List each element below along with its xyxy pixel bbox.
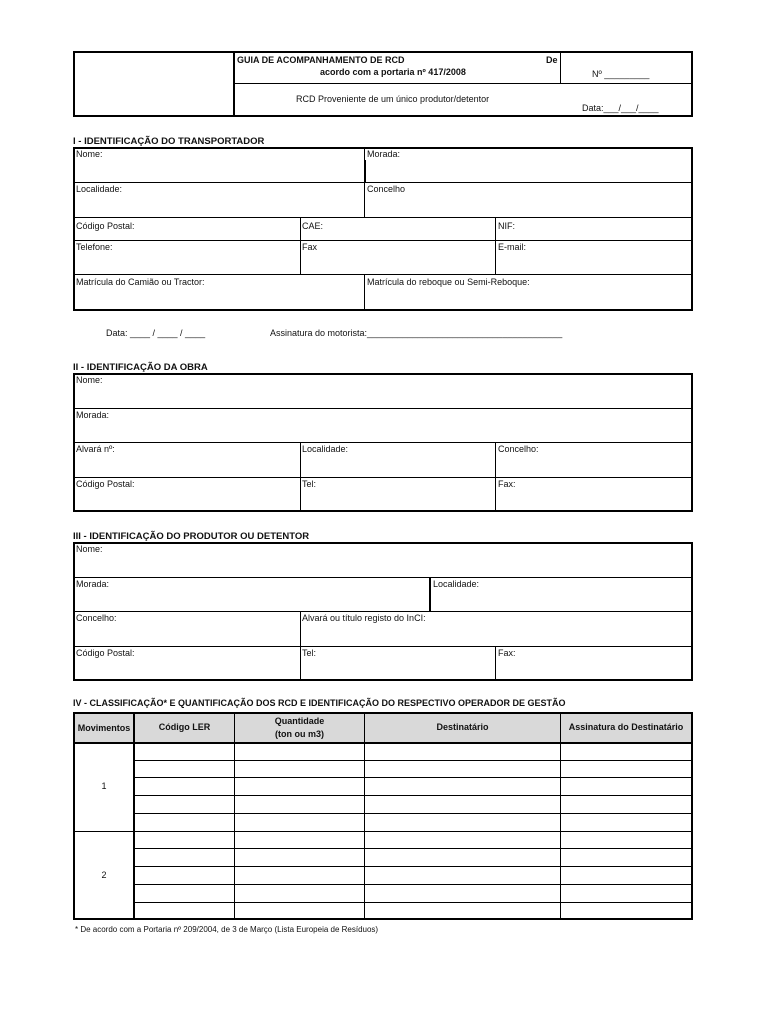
s1-matricula-camiao-label[interactable]: Matrícula do Camião ou Tractor:: [76, 277, 205, 287]
s2-hline-3: [73, 477, 693, 478]
s3-codigo-postal-label[interactable]: Código Postal:: [76, 648, 135, 658]
section-2-title: II - IDENTIFICAÇÃO DA OBRA: [73, 362, 208, 373]
s1-vline-a2: [364, 160, 366, 182]
s4-row-line-6: [135, 866, 691, 867]
s1-localidade-label[interactable]: Localidade:: [76, 184, 123, 194]
s1-email-label[interactable]: E-mail:: [498, 242, 527, 252]
s2-morada-label[interactable]: Morada:: [76, 410, 110, 420]
header-title-line2: acordo com a portaria nº 417/2008: [320, 67, 466, 77]
s1-date-field[interactable]: Data: ____ / ____ / ____: [106, 328, 206, 338]
s2-codigo-postal-label[interactable]: Código Postal:: [76, 479, 135, 489]
s3-hline-3: [73, 646, 693, 647]
s3-vline-b: [300, 611, 301, 681]
header-divider-h: [233, 83, 693, 84]
s3-hline-1: [73, 577, 693, 578]
col-codigo-ler-header: Código LER: [158, 722, 211, 732]
col-assinatura-header: Assinatura do Destinatário: [568, 722, 684, 732]
s4-row-line-8: [135, 902, 691, 903]
s1-telefone-label[interactable]: Telefone:: [76, 242, 113, 252]
s4-vline-2: [234, 712, 235, 920]
header-date-field[interactable]: Data:___/___/____: [582, 103, 659, 113]
s3-alvara-label[interactable]: Alvará ou título registo do InCI:: [302, 613, 426, 623]
section-3-title: III - IDENTIFICAÇÃO DO PRODUTOR OU DETENTOR: [73, 531, 310, 542]
s4-row-line-2: [135, 777, 691, 778]
s1-nif-label[interactable]: NIF:: [498, 221, 515, 231]
col-quantidade-header-1: Quantidade: [274, 716, 325, 726]
s2-alvara-label[interactable]: Alvará nº:: [76, 444, 115, 454]
s1-morada-label[interactable]: Morada:: [367, 149, 401, 159]
s4-row-line-7: [135, 884, 691, 885]
header-numero-field[interactable]: Nº _________: [592, 69, 650, 79]
s2-concelho-label[interactable]: Concelho:: [498, 444, 539, 454]
s3-fax-label[interactable]: Fax:: [498, 648, 516, 658]
s4-vline-3: [364, 712, 365, 920]
s1-vline-b: [300, 217, 301, 275]
s2-hline-1: [73, 408, 693, 409]
s2-fax-label[interactable]: Fax:: [498, 479, 516, 489]
s2-vline-a: [300, 442, 301, 512]
movement-1-label: 1: [101, 781, 107, 791]
s1-nome-label[interactable]: Nome:: [76, 149, 103, 159]
s2-hline-2: [73, 442, 693, 443]
s4-row-line-5: [135, 848, 691, 849]
s1-matricula-reboque-label[interactable]: Matrícula do reboque ou Semi-Reboque:: [367, 277, 530, 287]
s1-vline-a: [364, 147, 365, 218]
s3-nome-label[interactable]: Nome:: [76, 544, 103, 554]
s3-hline-2: [73, 611, 693, 612]
header-divider-v2: [560, 51, 561, 84]
s3-morada-label[interactable]: Morada:: [76, 579, 110, 589]
s3-vline-c: [495, 646, 496, 681]
header-title-line1: GUIA DE ACOMPANHAMENTO DE RCD: [237, 55, 405, 65]
s1-vline-d: [364, 274, 365, 311]
s3-concelho-label[interactable]: Concelho:: [76, 613, 117, 623]
s3-tel-label[interactable]: Tel:: [302, 648, 317, 658]
s4-vline-4: [560, 712, 561, 920]
s4-row-line-1: [135, 760, 691, 761]
footnote: * De acordo com a Portaria nº 209/2004, de 3 de Março (Lista Europeia de Resíduos): [75, 925, 379, 934]
s2-localidade-label[interactable]: Localidade:: [302, 444, 349, 454]
col-destinatario-header: Destinatário: [436, 722, 489, 732]
s4-row-line-3: [135, 795, 691, 796]
header-de: De: [546, 55, 558, 65]
s4-group-line: [73, 831, 693, 832]
col-movimentos-header: Movimentos: [77, 723, 131, 733]
s1-vline-c: [495, 217, 496, 275]
s1-signature-field[interactable]: Assinatura do motorista:_______________________________________: [270, 328, 563, 338]
s4-vline-1: [133, 712, 135, 920]
s1-hline-2: [73, 217, 693, 218]
s3-localidade-label[interactable]: Localidade:: [433, 579, 480, 589]
s2-tel-label[interactable]: Tel:: [302, 479, 317, 489]
s4-header-bottom: [73, 742, 693, 744]
header-divider-v: [233, 51, 235, 117]
s1-hline-4: [73, 274, 693, 275]
s2-vline-b: [495, 442, 496, 512]
s4-row-line-4: [135, 813, 691, 814]
header-subtitle: RCD Proveniente de um único produtor/detentor: [296, 94, 490, 104]
movement-2-label: 2: [101, 870, 107, 880]
s3-vline-a: [429, 577, 431, 612]
s1-hline-1: [73, 182, 693, 183]
s2-nome-label[interactable]: Nome:: [76, 375, 103, 385]
s1-codigo-postal-label[interactable]: Código Postal:: [76, 221, 135, 231]
col-quantidade-header-2: (ton ou m3): [275, 729, 324, 739]
s1-concelho-label[interactable]: Concelho: [367, 184, 406, 194]
section-4-title: IV - CLASSIFICAÇÃO* E QUANTIFICAÇÃO DOS RCD E IDENTIFICAÇÃO DO RESPECTIVO OPERADOR DE GESTÃO: [73, 698, 566, 708]
section-1-title: I - IDENTIFICAÇÃO DO TRANSPORTADOR: [73, 136, 265, 147]
s1-fax-label[interactable]: Fax: [302, 242, 318, 252]
s1-hline-3: [73, 240, 693, 241]
s1-cae-label[interactable]: CAE:: [302, 221, 324, 231]
